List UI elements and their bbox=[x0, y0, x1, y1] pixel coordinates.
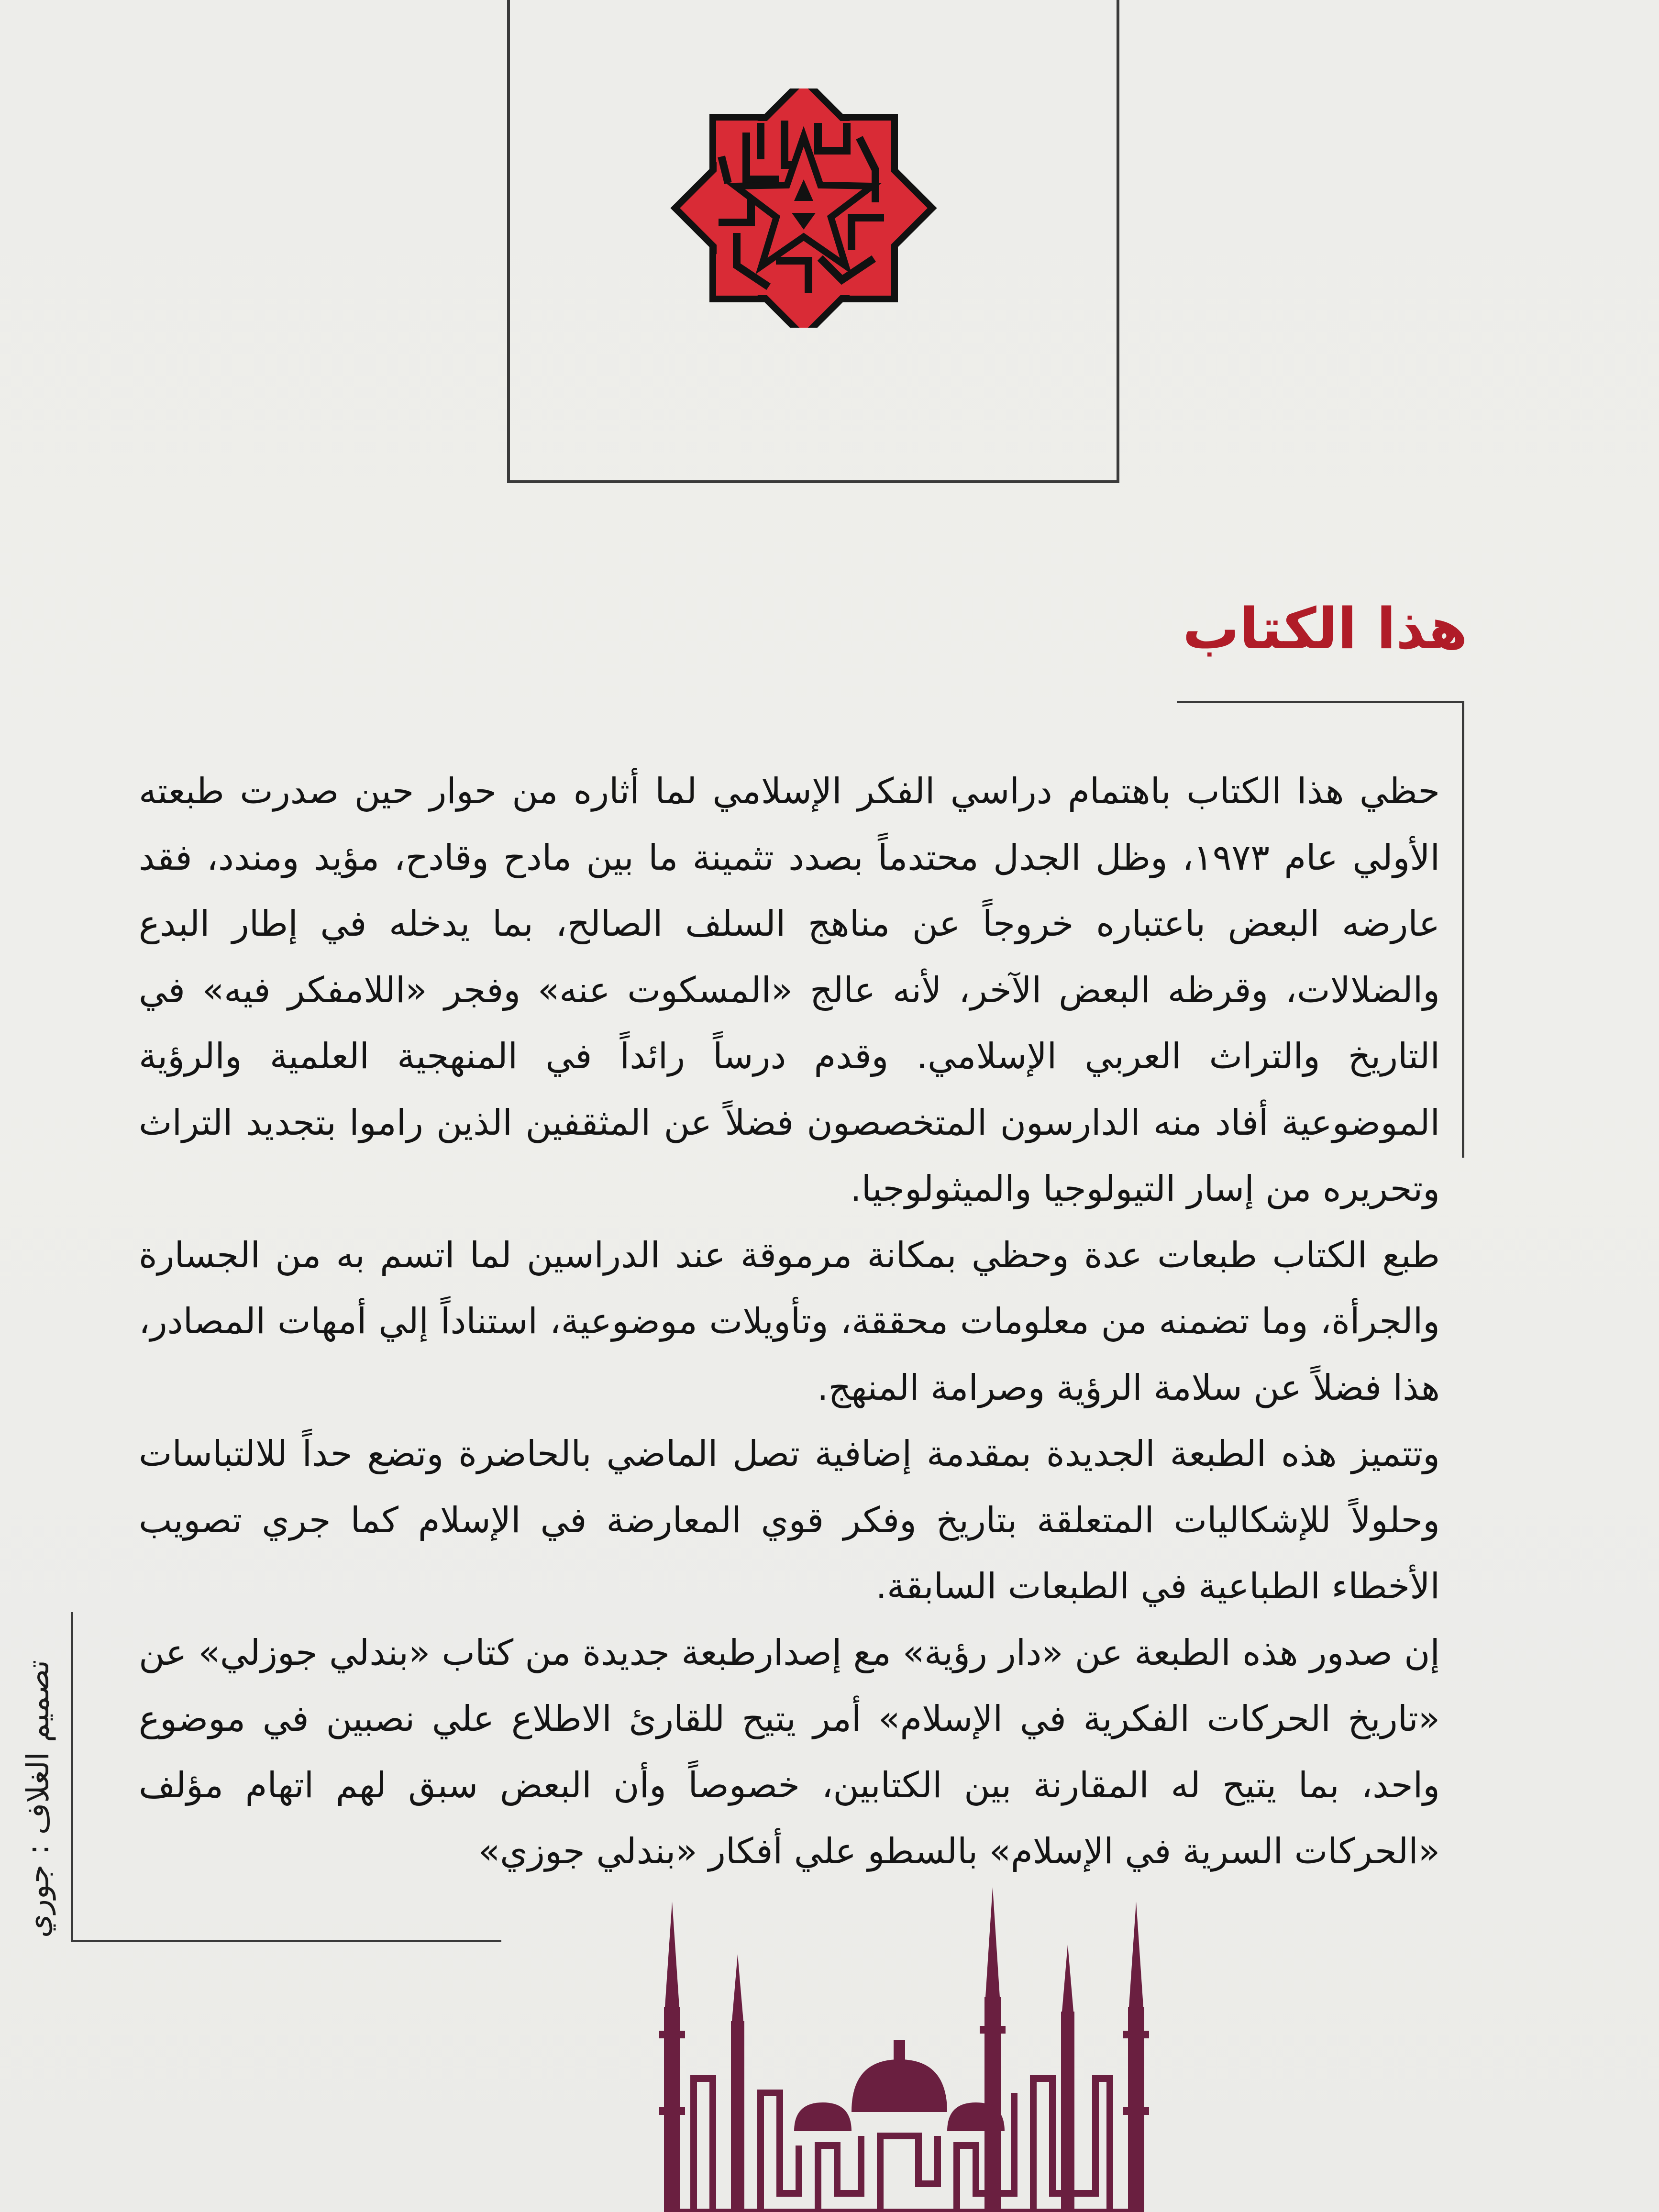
bracket-top-line bbox=[1177, 701, 1464, 703]
section-title: هذا الكتاب bbox=[1183, 596, 1468, 662]
bracket-left-line bbox=[71, 1612, 73, 1942]
paragraph-4: إن صدور هذه الطبعة عن «دار رؤية» مع إصدارطبعة جديدة من كتاب «بندلي جوزلي» عن «تاريخ الحركات الفكرية في الإسلام» أمر يتيح للقارئ الاطلاع علي نصبين في موضوع واحد، بما يتيح له المقارنة بين الكتابين، خصوصاً وأن البعض سبق لهم اتهام مؤلف «الحركات السرية في الإسلام» بالسطو علي أفكار «بندلي جوزي» bbox=[139, 1632, 1440, 1872]
book-description bbox=[139, 758, 1440, 1885]
bracket-bottom-line bbox=[71, 1940, 501, 1942]
paragraph-1: حظي هذا الكتاب باهتمام دراسي الفكر الإسلامي لما أثاره من حوار حين صدرت طبعته الأولي عام ١٩٧٣، وظل الجدل محتدماً بصدد تثمينة ما بين مادح وقادح، مؤيد ومندد، فقد عارضه البعض باعتباره خروجاً عن مناهج السلف الصالح، بما يدخله في إطار البدع والضلالات، وقرظه البعض الآخر، لأنه عالج «المسكوت عنه» وفجر «اللامفكر فيه» في التاريخ والتراث العربي الإسلامي. وقدم درساً رائداً في المنهجية العلمية والرؤية الموضوعية أفاد منه الدارسون المتخصصون فضلاً عن المثقفين الذين راموا بتجديد التراث وتحريره من إسار التيولوجيا والميثولوجيا. bbox=[139, 771, 1440, 1209]
bracket-right-line bbox=[1462, 701, 1464, 1158]
paragraph-2: طبع الكتاب طبعات عدة وحظي بمكانة مرموقة عند الدراسين لما اتسم به من الجسارة والجرأة، وما تضمنه من معلومات محققة، وتأويلات موضوعية، استناداً إلي أمهات المصادر، هذا فضلاً عن سلامة الرؤية وصرامة المنهج. bbox=[139, 1234, 1440, 1408]
paragraph-3: وتتميز هذه الطبعة الجديدة بمقدمة إضافية تصل الماضي بالحاضرة وتضع حداً للالتباسات وحلولاً للإشكاليات المتعلقة بتاريخ وفكر قوي المعارضة في الإسلام كما جري تصويب الأخطاء الطباعية في الطبعات السابقة. bbox=[139, 1433, 1440, 1607]
cover-design-credit: تصميم الغلاف : جوري bbox=[21, 1659, 56, 1938]
publisher-seal-icon bbox=[660, 88, 947, 328]
mosque-calligraphy-icon bbox=[651, 1887, 1158, 2212]
